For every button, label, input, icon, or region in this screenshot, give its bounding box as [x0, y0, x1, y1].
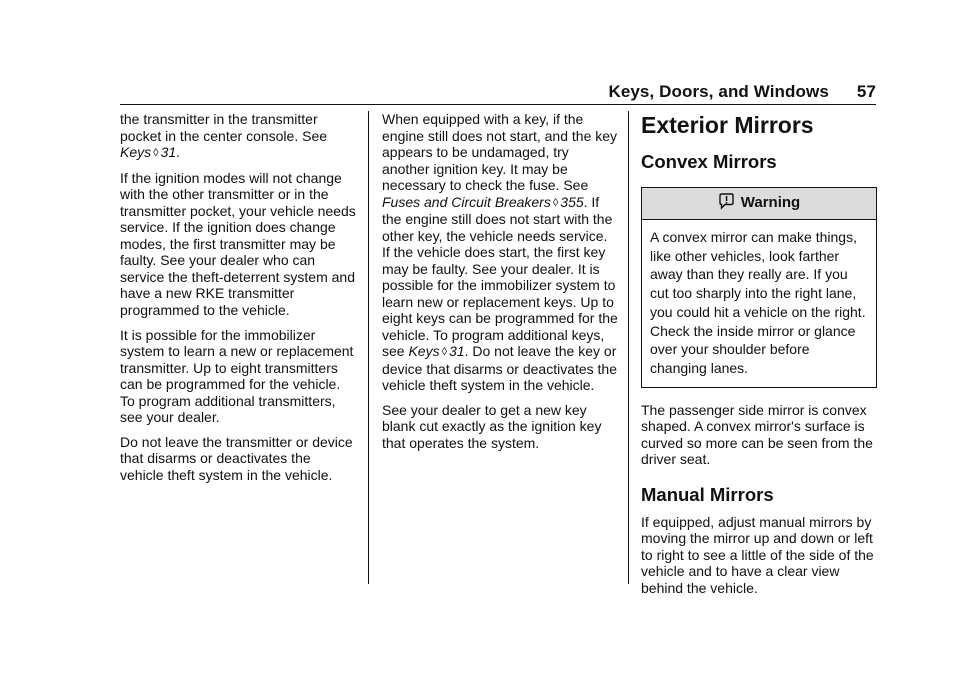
column-divider-1: [368, 111, 369, 584]
warning-icon: [718, 193, 735, 215]
page-number: 57: [856, 82, 876, 101]
column-2: [382, 111, 618, 460]
warning-text: A convex mirror can make things, like other vehicles, look farther away than they really are. If you cut too sharply into the right lane, you could hit a vehicle on the right. Check the inside mirror or glance over your shoulder before changing lanes.: [650, 229, 866, 376]
warning-box: [641, 187, 877, 388]
column-3: [641, 111, 877, 604]
page-ref-arrow-icon: ◊: [552, 196, 559, 209]
page-ref-arrow-icon: ◊: [441, 346, 448, 358]
paragraph: If the ignition modes will not change with the other transmitter or in the transmitter pocket, your vehicle needs service. If the ignition does change modes, the first transmitter may be faulty. See your dealer who can service the theft-deterrent system and have a new RKE transmitter programmed to the vehicle.: [120, 169, 356, 318]
column-1: [120, 111, 356, 492]
paragraph: When equipped with a key, if the engine still does not start, and the key appears to be undamaged, try another ignition key. It may be necessary to check the fuse. See Fuses and Circuit Breakers ◊ 355. If the engine still does not start with the other key, the vehicle needs service. If the vehicle does start, the first key may be faulty. See your dealer. It is possible for the immobilizer system to learn new or replacement keys. Up to eight keys can be programmed for the vehicle. To program additional keys, see Keys ◊ 31. Do not leave the key or device that disarms or deactivates the vehicle theft system in the vehicle.: [382, 111, 618, 393]
column-divider-2: [628, 111, 629, 584]
paragraph: Do not leave the transmitter or device that disarms or deactivates the vehicle theft system in the vehicle.: [120, 433, 353, 483]
paragraph: If equipped, adjust manual mirrors by moving the mirror up and down or left to right to see a little of the side of the vehicle and to have a clear view behind the vehicle.: [641, 513, 874, 596]
subsection-heading: Manual Mirrors: [641, 483, 774, 505]
paragraph: It is possible for the immobilizer system to learn a new or replacement transmitter. Up to eight transmitters can be programmed for the vehicle. To program additional transmitters, see your dealer.: [120, 326, 354, 426]
subsection-heading: Convex Mirrors: [641, 151, 777, 172]
section-heading: Exterior Mirrors: [641, 112, 814, 138]
cross-reference-link[interactable]: Keys ◊ 31: [408, 343, 465, 359]
cross-reference-link[interactable]: Keys ◊ 31: [120, 144, 177, 160]
paragraph: the transmitter in the transmitter pocket in the center console. See Keys ◊ 31.: [120, 111, 328, 160]
warning-title-bar: [642, 188, 876, 220]
paragraph: See your dealer to get a new key blank cut exactly as the ignition key that operates the system.: [382, 401, 602, 451]
warning-label: Warning: [740, 194, 801, 212]
page-ref-arrow-icon: ◊: [153, 147, 159, 159]
paragraph: The passenger side mirror is convex shaped. A convex mirror's surface is curved so more can be seen from the driver seat.: [641, 401, 873, 468]
section-title: Keys, Doors, and Windows: [608, 82, 829, 101]
header-rule: [120, 104, 876, 105]
page-header: [120, 82, 876, 102]
cross-reference-link[interactable]: Fuses and Circuit Breakers ◊ 355: [382, 193, 584, 210]
